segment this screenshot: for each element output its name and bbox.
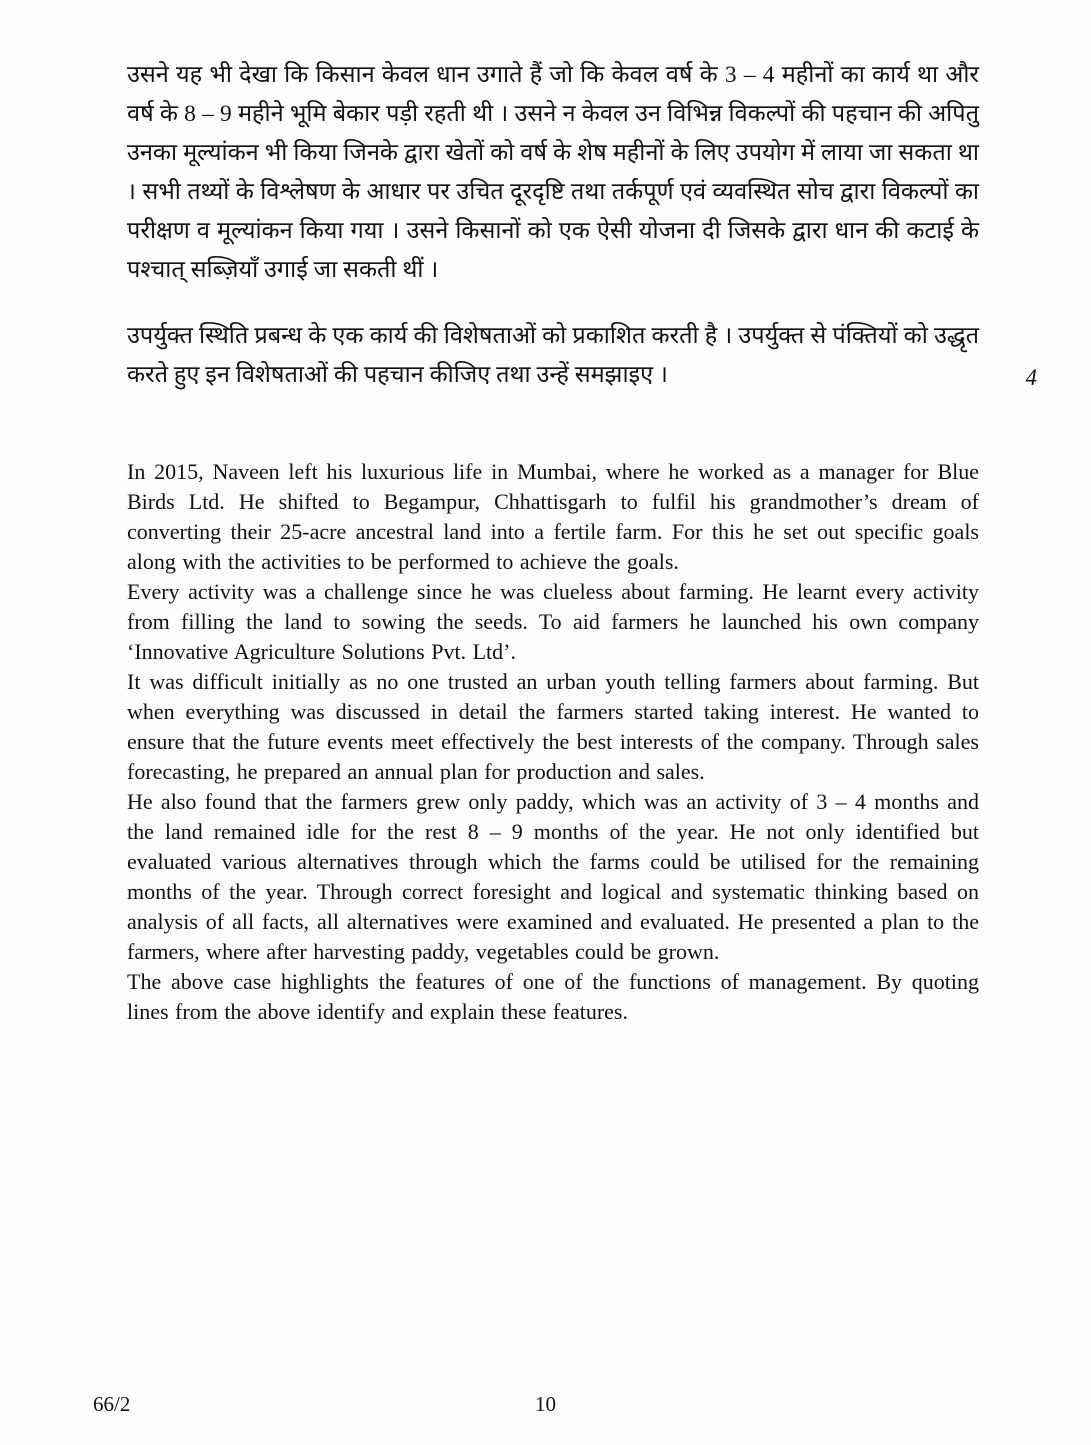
page-number: 10 [535,1392,556,1416]
english-paragraph-1: In 2015, Naveen left his luxurious life in Mumbai, where he worked as a manager for Blue Birds Ltd. He shifted to Begampur, Chhattisgarh to fulfil his grandmother’s dream of converting their 25-acre ancestral land into a fertile farm. For this he set out specific goals along with the activities to be performed to achieve the goals. [127,459,979,574]
paper-code: 66/2 [93,1392,131,1416]
page-footer [0,1387,1091,1417]
english-paragraph-3: It was difficult initially as no one trusted an urban youth telling farmers about farming. But when everything was discussed in detail the farmers started taking interest. He wanted to ensure that the future events meet effectively the best interests of the company. Through sales forecasting, he prepared an annual plan for production and sales. [127,669,979,784]
hindi-question-section [127,56,1037,395]
hindi-paragraph-1: उसने यह भी देखा कि किसान केवल धान उगाते हैं जो कि केवल वर्ष के 3 – 4 महीनों का कार्य था और वर्ष के 8 – 9 महीने भूमि बेकार पड़ी रहती थी । उसने न केवल उन विभिन्न विकल्पों की पहचान की अपितु उनका मूल्यांकन भी किया जिनके द्वारा खेतों को वर्ष के शेष महीनों के लिए उपयोग में लाया जा सकता था । सभी तथ्यों के विश्लेषण के आधार पर उचित दूरदृष्टि तथा तर्कपूर्ण एवं व्यवस्थित सोच द्वारा विकल्पों का परीक्षण व मूल्यांकन किया गया । उसने किसानों को एक ऐसी योजना दी जिसके द्वारा धान की कटाई के पश्चात् सब्ज़ियाँ उगाई जा सकती थीं । [127,62,979,283]
english-question-section [127,457,979,1027]
english-paragraph-5: The above case highlights the features of one of the functions of management. By quoting lines from the above identify and explain these features. [127,969,979,1024]
hindi-paragraph-2-row [127,317,1037,395]
english-paragraph-4: He also found that the farmers grew only paddy, which was an activity of 3 – 4 months and the land remained idle for the rest 8 – 9 months of the year. He not only identified but evaluated various alternatives through which the farms could be utilised for the remaining months of the year. Through correct foresight and logical and systematic thinking based on analysis of all facts, all alternatives were examined and evaluated. He presented a plan to the farmers, where after harvesting paddy, vegetables could be grown. [127,789,979,964]
hindi-paragraph-2: उपर्युक्त स्थिति प्रबन्ध के एक कार्य की विशेषताओं को प्रकाशित करती है । उपर्युक्त से पंक्तियों को उद्धृत करते हुए इन विशेषताओं की पहचान कीजिए तथा उन्हें समझाइए । [127,323,979,388]
marks-value: 4 [1025,365,1037,390]
english-paragraph-2: Every activity was a challenge since he was clueless about farming. He learnt every activity from filling the land to sowing the seeds. To aid farmers he launched his own company ‘Innovative Agriculture Solutions Pvt. Ltd’. [127,579,979,664]
